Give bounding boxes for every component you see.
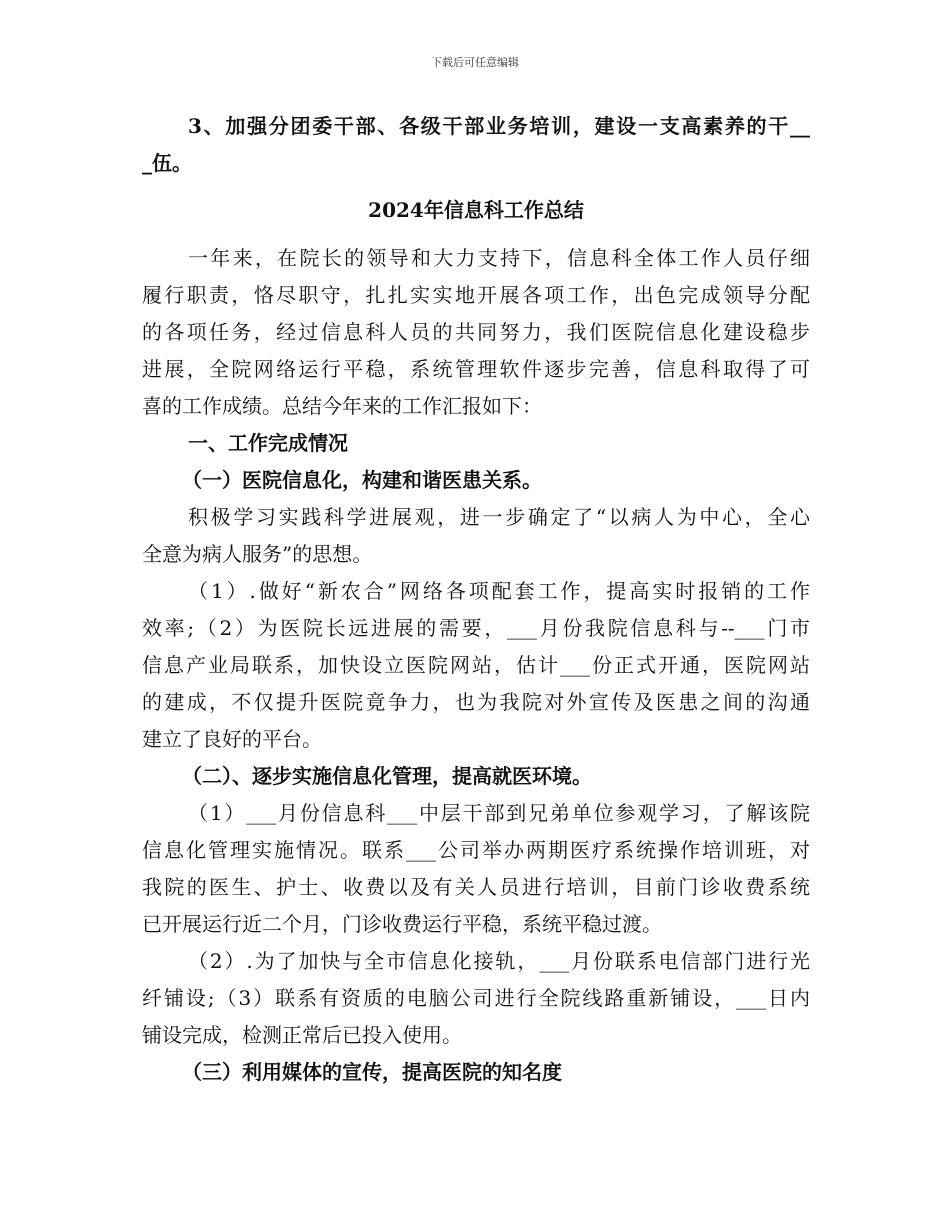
subsection-heading: （二）、逐步实施信息化管理，提高就医环境。 xyxy=(182,764,592,788)
text-line: 进展，全院网络运行平稳，系统管理软件逐步完善，信息科取得了可 xyxy=(142,357,810,381)
page-header: 下载后可任意编辑 xyxy=(431,56,519,69)
text-line: 一年来，在院长的领导和大力支持下，信息科全体工作人员仔细 xyxy=(188,246,810,270)
text-line: 效率;（2）为医院长远进展的需要，___月份我院信息科与--___门市 xyxy=(142,616,810,640)
text-line: （1）.做好“新农合”网络各项配套工作，提高实时报销的工作 xyxy=(188,579,810,603)
text-line: 全意为病人服务”的思想。 xyxy=(142,542,373,566)
text-line: 信息产业局联系，加快设立医院网站，估计___份正式开通，医院网站 xyxy=(142,653,810,677)
text-line: 铺设完成，检测正常后已投入使用。 xyxy=(142,1023,462,1047)
text-line: （1）___月份信息科___中层干部到兄弟单位参观学习，了解该院 xyxy=(188,801,810,825)
text-line: 建立了良好的平台。 xyxy=(142,727,322,751)
text-line: 喜的工作成绩。总结今年来的工作汇报如下： xyxy=(142,394,542,418)
document-body xyxy=(142,108,810,1091)
text-line: _伍。 xyxy=(142,151,192,175)
text-line: 已开展运行近二个月，门诊收费运行平稳，系统平稳过渡。 xyxy=(142,912,662,936)
text-line: 履行职责，恪尽职守，扎扎实实地开展各项工作，出色完成领导分配 xyxy=(142,283,810,307)
text-line: 的各项任务，经过信息科人员的共同努力，我们医院信息化建设稳步 xyxy=(142,320,810,344)
subsection-heading: （三）利用媒体的宣传，提高医院的知名度 xyxy=(182,1060,562,1084)
text-line: 积极学习实践科学进展观，进一步确定了“以病人为中心，全心 xyxy=(188,505,810,529)
document-title: 2024年信息科工作总结 xyxy=(368,198,584,222)
text-line: 信息化管理实施情况。联系___公司举办两期医疗系统操作培训班，对 xyxy=(142,838,810,862)
section-heading: 一、工作完成情况 xyxy=(188,431,348,455)
subsection-heading: （一）医院信息化，构建和谐医患关系。 xyxy=(182,468,542,492)
text-line: 的建成，不仅提升医院竟争力，也为我院对外宣传及医患之间的沟通 xyxy=(142,690,810,714)
text-line: 我院的医生、护士、收费以及有关人员进行培训，目前门诊收费系统 xyxy=(142,875,810,899)
text-line: 3、加强分团委干部、各级干部业务培训，建设一支高素养的干__ xyxy=(188,114,810,138)
text-line: 纤铺设;（3）联系有资质的电脑公司进行全院线路重新铺设，___日内 xyxy=(142,986,810,1010)
text-line: （2）.为了加快与全市信息化接轨，___月份联系电信部门进行光 xyxy=(188,949,810,973)
